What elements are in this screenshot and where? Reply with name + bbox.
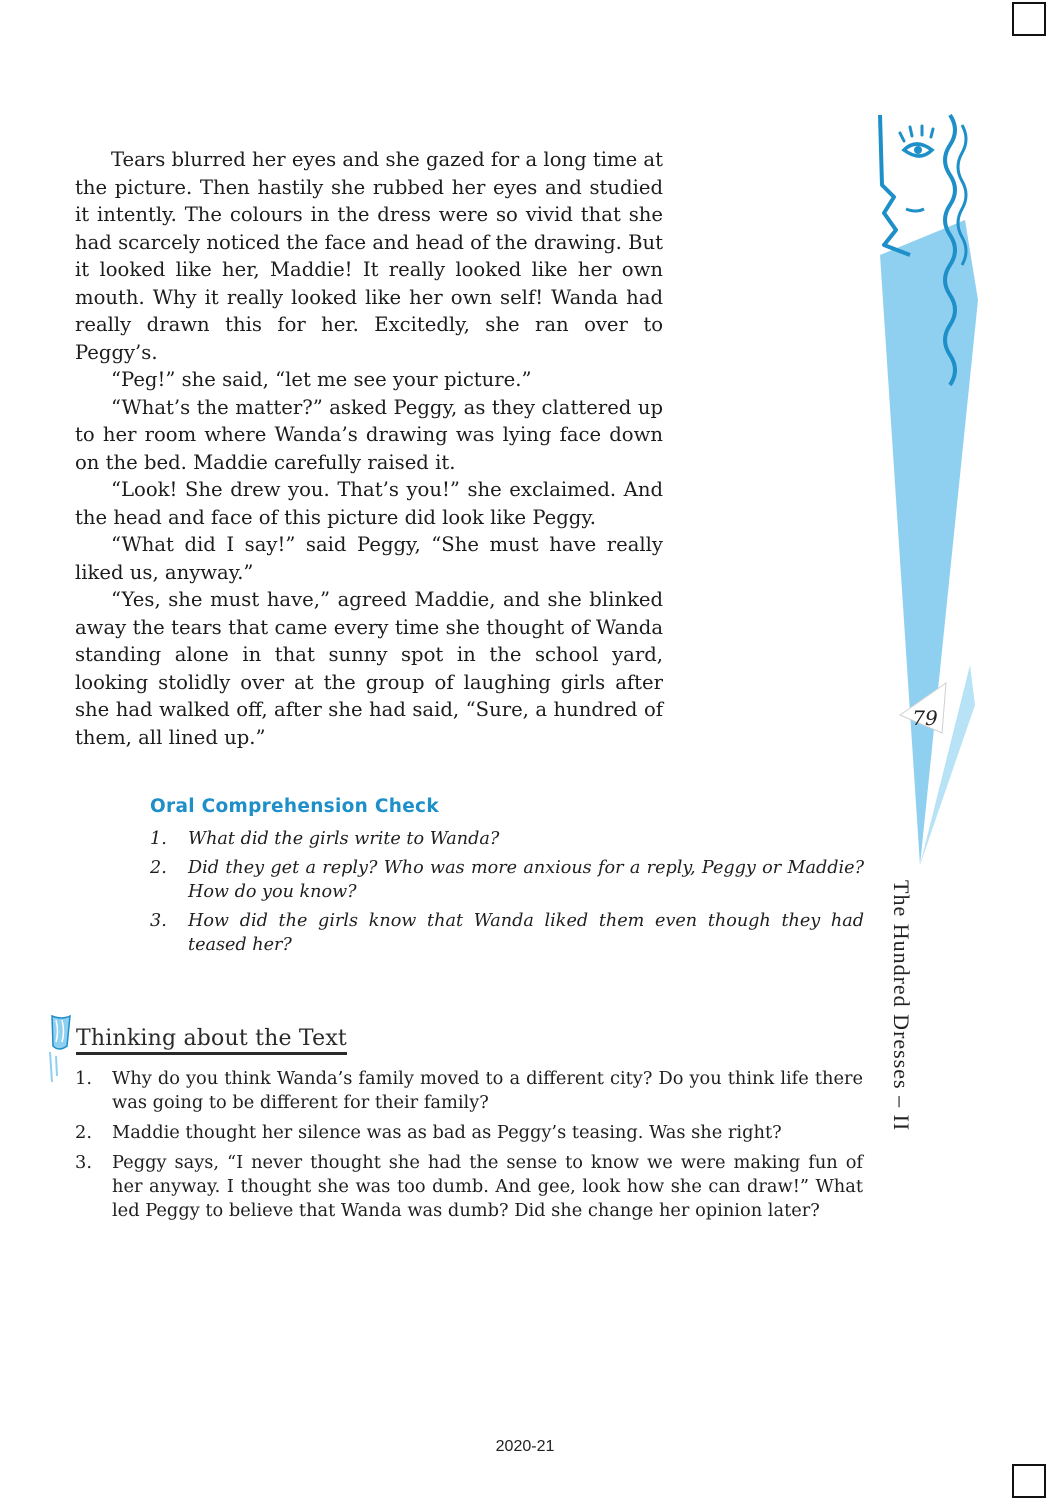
list-item xyxy=(75,1121,863,1145)
chapter-title-text: The Hundred Dresses – II xyxy=(889,880,914,1132)
thinking-questions-list xyxy=(75,1067,863,1229)
story-paragraph: “Yes, she must have,” agreed Maddie, and she blinked away the tears that came every time she thought of Wanda standing alone in that sunny spot in the school yard, looking stolidly over at the group of laughing girls after she had walked off, after she had said, “Sure, a hundred of them, all lined up.” xyxy=(75,588,663,749)
page-number: 79 xyxy=(912,706,938,730)
story-paragraph: “Peg!” she said, “let me see your picture.” xyxy=(111,368,532,391)
chapter-title-vertical xyxy=(889,880,936,1132)
story-paragraph: Tears blurred her eyes and she gazed for a long time at the picture. Then hastily she rubbed her eyes and studied it intently. The colours in the dress were so vivid that she had scarcely noticed the face and head of the drawing. But it looked like her, Maddie! It really looked like her own mouth. Why it really looked like her own self! Wanda had really drawn this for her. Excitedly, she ran over to Peggy’s. xyxy=(75,148,663,364)
oral-comprehension-list xyxy=(150,827,864,962)
item-text: Maddie thought her silence was as bad as Peggy’s teasing. Was she right? xyxy=(112,1122,782,1143)
corner-registration-box-top xyxy=(1012,2,1046,36)
footer-year: 2020-21 xyxy=(495,1438,555,1455)
list-item xyxy=(150,856,864,904)
thinking-about-text-heading: Thinking about the Text xyxy=(76,1026,347,1055)
oral-comprehension-heading: Oral Comprehension Check xyxy=(150,796,439,817)
corner-registration-box-bottom xyxy=(1012,1464,1046,1498)
sidebar-face-illustration xyxy=(870,105,990,865)
item-text: How did the girls know that Wanda liked them even though they had teased her? xyxy=(188,911,864,955)
list-item xyxy=(75,1151,863,1223)
item-text: Peggy says, “I never thought she had the sense to know we were making fun of her anyway. I thought she was too dumb. And gee, look how she can draw!” What led Peggy to believe that Wanda was dumb? Did she change her opinion later? xyxy=(112,1152,863,1221)
story-text xyxy=(75,146,663,751)
item-number: 2. xyxy=(75,1122,92,1143)
list-item xyxy=(75,1067,863,1115)
item-number: 3. xyxy=(150,911,167,931)
item-text: Why do you think Wanda’s family moved to a different city? Do you think life there was going to be different for their family? xyxy=(112,1068,863,1113)
list-item xyxy=(150,827,864,851)
item-number: 1. xyxy=(150,829,167,849)
item-text: What did the girls write to Wanda? xyxy=(188,829,500,849)
item-number: 1. xyxy=(75,1068,92,1089)
item-number: 2. xyxy=(150,858,167,878)
list-item xyxy=(150,909,864,957)
story-paragraph: “What did I say!” said Peggy, “She must have really liked us, anyway.” xyxy=(75,533,663,584)
item-text: Did they get a reply? Who was more anxious for a reply, Peggy or Maddie? How do you know? xyxy=(188,858,864,902)
story-paragraph: “Look! She drew you. That’s you!” she exclaimed. And the head and face of this picture did look like Peggy. xyxy=(75,478,663,529)
item-number: 3. xyxy=(75,1152,92,1173)
story-paragraph: “What’s the matter?” asked Peggy, as they clattered up to her room where Wanda’s drawing was lying face down on the bed. Maddie carefully raised it. xyxy=(75,395,663,474)
thinking-section-icon xyxy=(44,1012,74,1086)
